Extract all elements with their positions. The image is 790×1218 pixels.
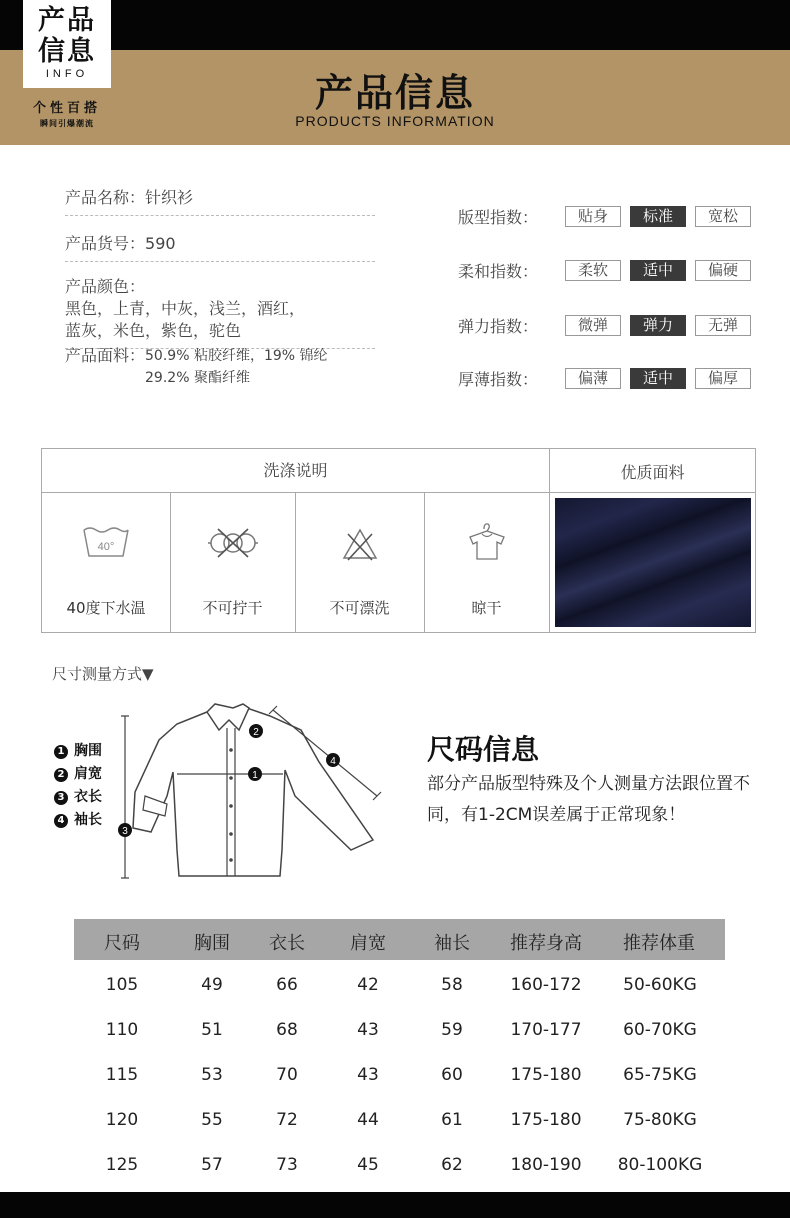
size-cell: 120: [105, 1110, 139, 1130]
header-top-bar: [0, 0, 790, 50]
care-item-wring: [170, 493, 295, 633]
product-color-label: 产品颜色：: [65, 277, 146, 296]
index-label: 柔和指数：: [458, 262, 539, 281]
svg-text:2: 2: [253, 727, 259, 738]
legend-label: 胸围: [74, 743, 102, 759]
size-cell: 175-180: [510, 1110, 582, 1130]
legend-item-chest: [54, 740, 102, 763]
product-sku-label: 产品货号：: [65, 234, 146, 253]
size-cell: 60-70KG: [623, 1020, 697, 1040]
legend-label: 袖长: [74, 812, 102, 828]
size-cell: 51: [201, 1020, 223, 1040]
hang-dry-icon: [465, 521, 509, 563]
care-item-bleach: [295, 493, 424, 633]
index-option: 偏硬: [695, 260, 751, 281]
size-cell: 125: [105, 1155, 139, 1175]
wash-40-icon: [81, 526, 131, 560]
index-option: 无弹: [695, 315, 751, 336]
care-label: 40度下水温: [66, 599, 146, 617]
care-label: 不可拧干: [202, 599, 263, 617]
footer-bar: [0, 1192, 790, 1218]
shirt-diagram: [115, 700, 395, 885]
care-item-dry: [424, 493, 549, 633]
table-row: [74, 1065, 725, 1110]
size-cell: 43: [357, 1020, 379, 1040]
fabric-title: 优质面料: [620, 463, 685, 482]
index-option: 微弹: [565, 315, 621, 336]
care-table: [41, 448, 756, 633]
product-name-label: 产品名称：: [65, 188, 146, 207]
slogan-main: 个性百搭: [32, 101, 101, 116]
size-cell: 110: [105, 1020, 139, 1040]
legend-num: 3: [54, 791, 68, 805]
size-cell: 50-60KG: [623, 975, 697, 995]
table-row: [74, 1110, 725, 1155]
size-cell: 75-80KG: [623, 1110, 697, 1130]
size-cell: 73: [276, 1155, 298, 1175]
size-header-cell: 推荐身高: [510, 933, 582, 954]
size-cell: 44: [357, 1110, 379, 1130]
index-row-elasticity: [458, 314, 760, 337]
size-cell: 58: [441, 975, 463, 995]
size-cell: 72: [276, 1110, 298, 1130]
product-name-value: 针织衫: [145, 188, 194, 207]
slogan-sub: 瞬间引爆潮流: [40, 119, 94, 128]
size-header-cell: 肩宽: [350, 933, 386, 954]
logo-line-2: 信息: [38, 36, 96, 67]
page-title: 产品信息: [314, 71, 475, 115]
size-header-cell: 胸围: [194, 933, 230, 954]
index-row-softness: [458, 259, 760, 282]
product-name-row: [65, 187, 375, 216]
size-header-cell: 尺码: [104, 933, 140, 954]
size-cell: 180-190: [510, 1155, 582, 1175]
size-table-header: [74, 919, 725, 960]
index-option-selected: 适中: [630, 260, 686, 281]
svg-text:4: 4: [330, 756, 336, 767]
logo: [23, 0, 111, 88]
size-cell: 115: [105, 1065, 139, 1085]
care-title: 洗涤说明: [263, 461, 328, 480]
product-fabric-row: [65, 345, 375, 395]
size-header-cell: 袖长: [434, 933, 470, 954]
index-option: 柔软: [565, 260, 621, 281]
size-header-cell: 推荐体重: [623, 933, 695, 954]
legend-num: 1: [54, 745, 68, 759]
size-cell: 170-177: [510, 1020, 582, 1040]
size-cell: 53: [201, 1065, 223, 1085]
table-row: [74, 1020, 725, 1065]
size-cell: 80-100KG: [617, 1155, 703, 1175]
size-cell: 49: [201, 975, 223, 995]
size-cell: 60: [441, 1065, 463, 1085]
size-cell: 66: [276, 975, 298, 995]
product-fabric-label: 产品面料：: [65, 346, 146, 365]
size-cell: 65-75KG: [623, 1065, 697, 1085]
index-option-selected: 适中: [630, 368, 686, 389]
legend-item-shoulder: [54, 763, 102, 786]
size-cell: 62: [441, 1155, 463, 1175]
care-label: 不可漂洗: [329, 599, 390, 617]
index-option-selected: 标准: [630, 206, 686, 227]
measure-title: 尺寸测量方式▼: [52, 665, 154, 683]
slogan: [18, 97, 116, 129]
index-label: 厚薄指数：: [458, 370, 539, 389]
index-option: 偏薄: [565, 368, 621, 389]
fabric-divider: [549, 492, 756, 493]
product-sku-row: [65, 233, 375, 262]
index-option: 偏厚: [695, 368, 751, 389]
index-option: 宽松: [695, 206, 751, 227]
size-cell: 42: [357, 975, 379, 995]
svg-text:40°: 40°: [97, 541, 115, 553]
page-subtitle: PRODUCTS INFORMATION: [295, 113, 495, 129]
size-cell: 160-172: [510, 975, 582, 995]
svg-text:1: 1: [252, 770, 258, 781]
legend-num: 2: [54, 768, 68, 782]
index-option: 贴身: [565, 206, 621, 227]
index-row-fit: [458, 205, 760, 228]
index-label: 弹力指数：: [458, 317, 539, 336]
size-cell: 61: [441, 1110, 463, 1130]
size-cell: 45: [357, 1155, 379, 1175]
index-row-thickness: [458, 367, 760, 390]
product-sku-value: 590: [145, 234, 176, 253]
legend-num: 4: [54, 814, 68, 828]
size-cell: 43: [357, 1065, 379, 1085]
legend-item-length: [54, 786, 102, 809]
product-color-value: 黑色，上青，中灰，浅兰，酒红，蓝灰，米色，紫色，驼色: [65, 299, 306, 340]
size-cell: 70: [276, 1065, 298, 1085]
no-wring-icon: [206, 526, 260, 560]
size-header-cell: 衣长: [269, 933, 305, 954]
legend-label: 肩宽: [74, 766, 102, 782]
fabric-photo: [555, 498, 751, 627]
product-color-row: [65, 276, 375, 349]
legend-item-sleeve: [54, 809, 102, 832]
care-item-wash: [42, 493, 170, 633]
size-cell: 175-180: [510, 1065, 582, 1085]
care-label: 晾干: [471, 599, 502, 617]
size-info-title: 尺码信息: [427, 733, 540, 766]
size-cell: 68: [276, 1020, 298, 1040]
care-divider: [549, 449, 550, 633]
measure-legend: [54, 740, 102, 832]
logo-en: INFO: [45, 68, 89, 80]
index-option-selected: 弹力: [630, 315, 686, 336]
size-cell: 59: [441, 1020, 463, 1040]
svg-text:3: 3: [122, 826, 128, 837]
size-cell: 57: [201, 1155, 223, 1175]
index-label: 版型指数：: [458, 208, 539, 227]
logo-line-1: 产品: [38, 5, 96, 36]
size-cell: 105: [105, 975, 139, 995]
size-info-note: 部分产品版型特殊及个人测量方法跟位置不同，有1-2CM误差属于正常现象！: [427, 774, 750, 825]
size-cell: 55: [201, 1110, 223, 1130]
product-fabric-value: 50.9% 粘胶纤维，19% 锦纶 29.2% 聚酯纤维: [145, 348, 328, 386]
no-bleach-icon: [340, 526, 380, 562]
table-row: [74, 975, 725, 1020]
legend-label: 衣长: [74, 789, 102, 805]
